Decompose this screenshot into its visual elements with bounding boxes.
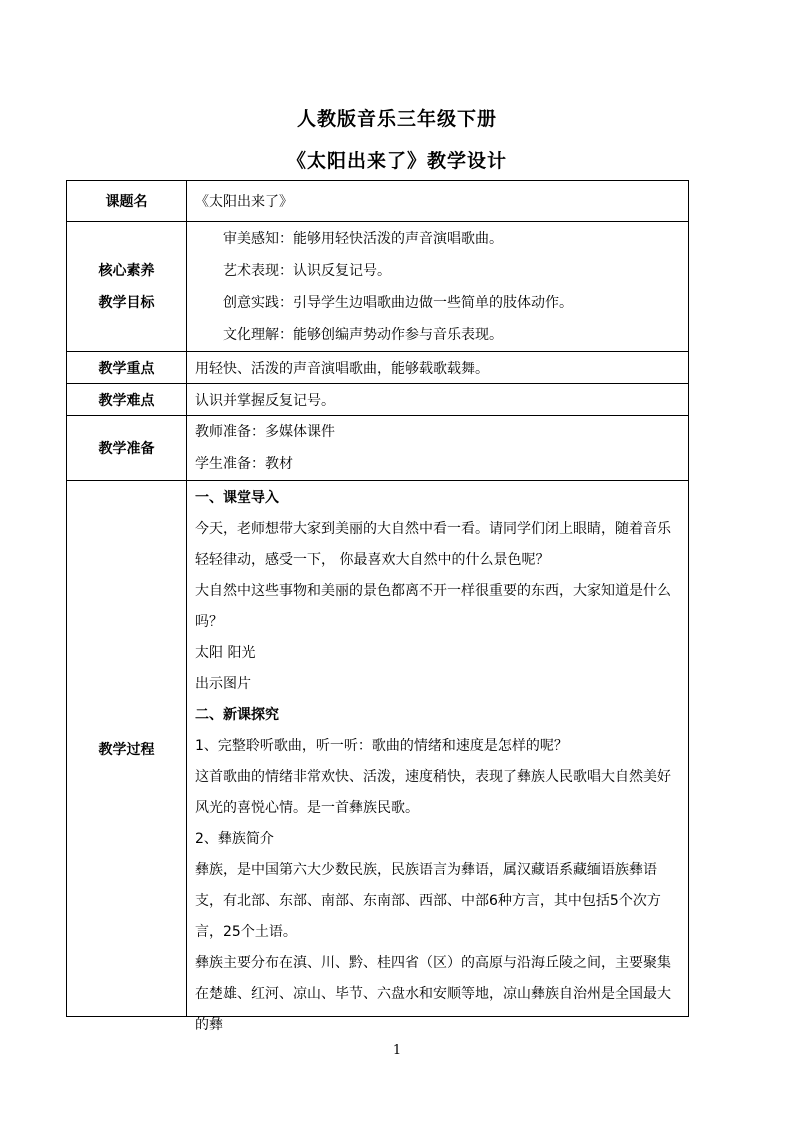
paragraph: 太阳 阳光 (195, 645, 256, 661)
table-row-goals (67, 222, 689, 352)
goals-list (187, 222, 689, 352)
difficulty-value: 认识并掌握反复记号。 (187, 384, 689, 416)
student-prep: 学生准备：教材 (195, 456, 293, 472)
prep-label: 教学准备 (67, 416, 187, 481)
key-value: 用轻快、活泼的声音演唱歌曲，能够载歌载舞。 (187, 352, 689, 384)
section-heading: 二、新课探究 (195, 707, 279, 723)
paragraph: 彝族主要分布在滇、川、黔、桂四省（区）的高原与沿海丘陵之间，主要聚集在楚雄、红河、凉山、毕节、六盘水和安顺等地，凉山彝族自治州是全国最大的彝 (195, 955, 671, 1033)
page-number: 1 (392, 1043, 402, 1058)
goal-item: 文化理解：能够创编声势动作参与音乐表现。 (223, 326, 503, 343)
topic-label: 课题名 (67, 181, 187, 222)
goals-label-1: 核心素养 (98, 262, 155, 279)
goals-label-2: 教学目标 (98, 294, 155, 311)
goal-item: 审美感知：能够用轻快活泼的声音演唱歌曲。 (223, 230, 503, 247)
lesson-plan-table (66, 180, 689, 1033)
paragraph: 彝族，是中国第六大少数民族，民族语言为彝语，属汉藏语系藏缅语族彝语支，有北部、东部、南部、东南部、西部、中部6种方言，其中包括5个次方言，25个土语。 (195, 862, 661, 940)
table-row-process (67, 481, 689, 1017)
process-content (195, 481, 682, 1033)
document-subtitle: 《太阳出来了》教学设计 (286, 150, 507, 172)
section-heading: 一、课堂导入 (195, 490, 279, 506)
table-row-prep (67, 416, 689, 481)
table-row-key (67, 352, 689, 384)
paragraph: 出示图片 (195, 676, 251, 692)
difficulty-label: 教学难点 (67, 384, 187, 416)
goal-item: 艺术表现：认识反复记号。 (223, 262, 391, 279)
paragraph: 1、完整聆听歌曲，听一听：歌曲的情绪和速度是怎样的呢？ (195, 738, 568, 754)
table-row-difficulty (67, 384, 689, 416)
goal-item: 创意实践：引导学生边唱歌曲边做一些简单的肢体动作。 (223, 294, 573, 311)
topic-value: 《太阳出来了》 (187, 181, 689, 222)
paragraph: 大自然中这些事物和美丽的景色都离不开一样很重要的东西，大家知道是什么吗？ (195, 583, 671, 630)
document-title: 人教版音乐三年级下册 (296, 108, 497, 130)
process-label: 教学过程 (67, 481, 187, 1017)
table-row-topic (67, 181, 689, 222)
paragraph: 这首歌曲的情绪非常欢快、活泼，速度稍快，表现了彝族人民歌唱大自然美好风光的喜悦心情。是一首彝族民歌。 (195, 769, 671, 816)
paragraph: 今天，老师想带大家到美丽的大自然中看一看。请同学们闭上眼睛，随着音乐轻轻律动，感受一下， 你最喜欢大自然中的什么景色呢？ (195, 521, 671, 568)
teacher-prep: 教师准备：多媒体课件 (195, 424, 335, 440)
key-label: 教学重点 (67, 352, 187, 384)
paragraph: 2、彝族简介 (195, 831, 274, 847)
